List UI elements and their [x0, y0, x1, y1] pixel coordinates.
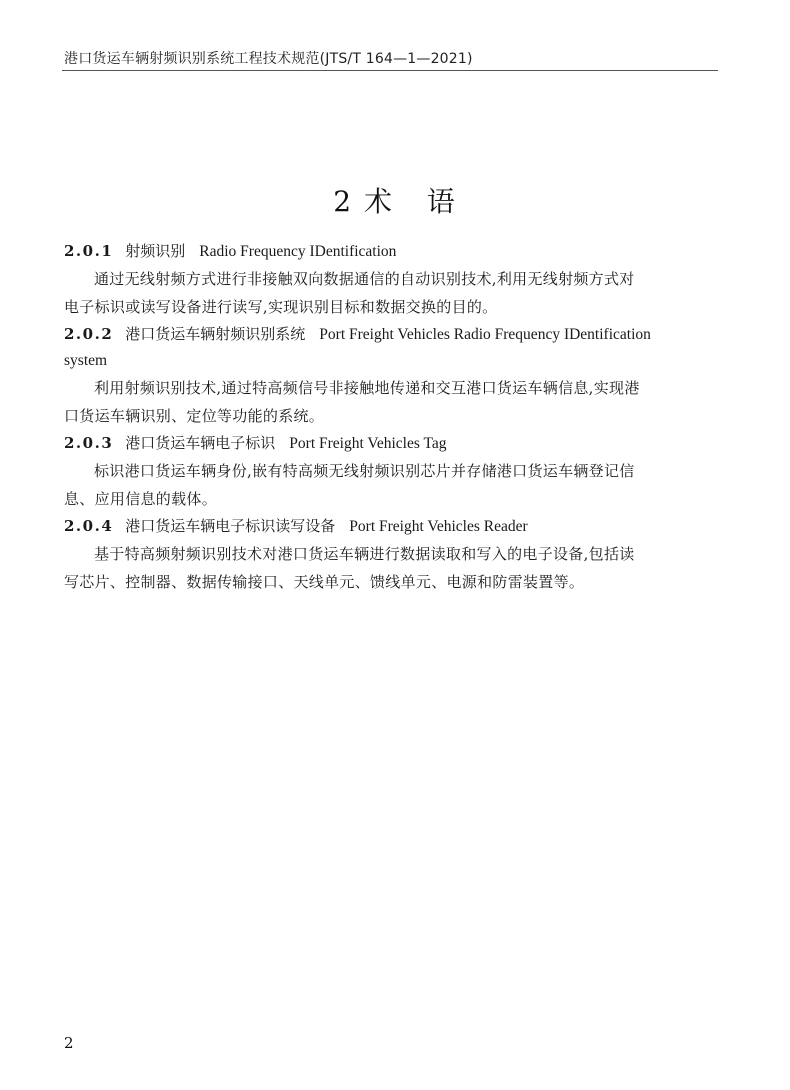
running-header: 港口货运车辆射频识别系统工程技术规范(JTS/T 164—1—2021)	[64, 51, 473, 67]
definition-line: 口货运车辆识别、定位等功能的系统。	[64, 407, 325, 425]
term-definition	[64, 265, 720, 321]
chapter-title: 2 术 语	[333, 185, 457, 218]
term-definition	[64, 540, 720, 596]
definition-line: 通过无线射频方式进行非接触双向数据通信的自动识别技术,利用无线射频方式对	[94, 270, 635, 288]
term-heading	[64, 513, 720, 540]
term-number: 2.0.1	[64, 242, 114, 260]
term-heading	[64, 430, 720, 457]
term-number: 2.0.3	[64, 434, 114, 452]
term-entry-2-0-4	[64, 513, 720, 596]
term-chinese-name: 港口货运车辆电子标识	[125, 434, 276, 452]
definition-line: 利用射频识别技术,通过特高频信号非接触地传递和交互港口货运车辆信息,实现港	[94, 379, 640, 397]
term-entry-2-0-3	[64, 430, 720, 513]
term-definition	[64, 374, 720, 430]
term-chinese-name: 港口货运车辆电子标识读写设备	[125, 517, 336, 535]
term-chinese-name: 射频识别	[125, 242, 186, 260]
definition-line: 息、应用信息的载体。	[64, 490, 218, 508]
term-number: 2.0.4	[64, 517, 114, 535]
term-definition	[64, 457, 720, 513]
header-rule	[62, 70, 718, 71]
term-english-name: Radio Frequency IDentification	[199, 243, 397, 260]
term-english-name-continued: system	[64, 352, 108, 369]
term-heading	[64, 321, 720, 348]
terms-list	[64, 238, 720, 596]
definition-line: 电子标识或读写设备进行读写,实现识别目标和数据交换的目的。	[64, 298, 498, 316]
definition-line: 写芯片、控制器、数据传输接口、天线单元、馈线单元、电源和防雷装置等。	[64, 573, 585, 591]
definition-line: 基于特高频射频识别技术对港口货运车辆进行数据读取和写入的电子设备,包括读	[94, 545, 635, 563]
definition-line: 标识港口货运车辆身份,嵌有特高频无线射频识别芯片并存储港口货运车辆登记信	[94, 462, 635, 480]
term-number: 2.0.2	[64, 325, 114, 343]
term-chinese-name: 港口货运车辆射频识别系统	[125, 325, 306, 343]
term-english-name: Port Freight Vehicles Radio Frequency IDentification	[319, 326, 651, 343]
term-entry-2-0-2	[64, 321, 720, 430]
page-number: 2	[64, 1034, 74, 1052]
term-english-name: Port Freight Vehicles Tag	[289, 435, 447, 452]
term-english-name: Port Freight Vehicles Reader	[349, 518, 528, 535]
term-heading	[64, 238, 720, 265]
term-entry-2-0-1	[64, 238, 720, 321]
